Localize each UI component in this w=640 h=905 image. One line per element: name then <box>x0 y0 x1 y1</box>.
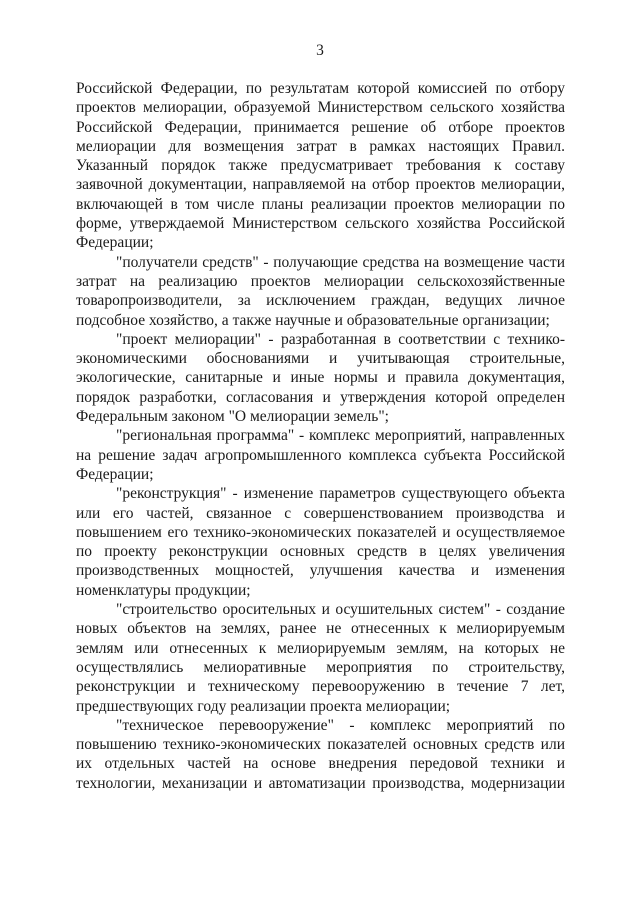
paragraph-definition-reconstruction: "реконструкция" - изменение параметров существующего объекта или его частей, связанное с совершенствованием производства и повышением его технико-экономических показателей и осуществляемое по проекту реконструкции основных средств в целях увеличения производственных мощностей, улучшения качества и изменения номенклатуры продукции; <box>76 485 565 599</box>
paragraph-definition-construction: "строительство оросительных и осушительных систем" - создание новых объектов на землях, ранее не отнесенных к мелиорируемым землям или отнесенных к мелиорируемым землям, на которых не осуществлялись мелиоративные мероприятия по строительству, реконструкции и техническому перевооружению в течение 7 лет, предшествующих году реализации проекта мелиорации; <box>76 601 565 715</box>
paragraph-continuation: Российской Федерации, по результатам которой комиссией по отбору проектов мелиорации, образуемой Министерством сельского хозяйства Российской Федерации, принимается решение об отборе проектов мелиорации для возмещения затрат в рамках настоящих Правил. Указанный порядок также предусматривает требования к составу заявочной документации, направляемой на отбор проектов мелиорации, включающей в том числе планы реализации проектов мелиорации по форме, утверждаемой Министерством сельского хозяйства Российской Федерации; <box>76 80 565 252</box>
paragraph-definition-melioration-project: "проект мелиорации" - разработанная в соответствии с технико-экономическими обоснованиями и учитывающая строительные, экологические, санитарные и иные нормы и правила документация, порядок разработки, согласования и утверждения которой определен Федеральным законом "О мелиорации земель"; <box>76 330 565 426</box>
paragraph-definition-regional-program: "региональная программа" - комплекс мероприятий, направленных на решение задач агропромышленного комплекса субъекта Российской Федерации; <box>76 427 565 483</box>
document-body <box>76 79 565 793</box>
page-number: 3 <box>316 42 324 59</box>
paragraph-definition-recipients: "получатели средств" - получающие средства на возмещение части затрат на реализацию проектов мелиорации сельскохозяйственные товаропроизводители, за исключением граждан, ведущих личное подсобное хозяйство, а также научные и образовательные организации; <box>76 253 565 329</box>
paragraph-definition-technical-reequipment: "техническое перевооружение" - комплекс мероприятий по повышению технико-экономических показателей основных средств или их отдельных частей на основе внедрения передовой техники и технологии, механизации и автоматизации производства, модернизации <box>76 716 565 792</box>
